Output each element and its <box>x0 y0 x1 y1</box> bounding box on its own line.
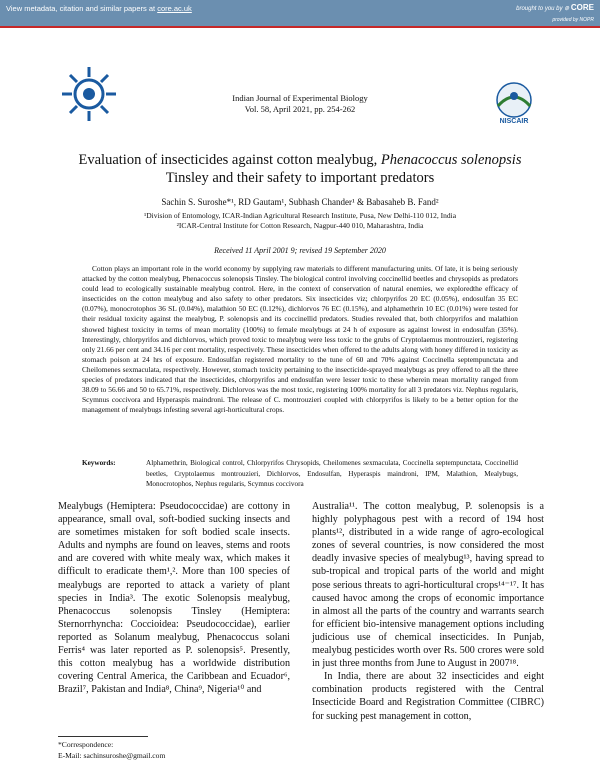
core-brand[interactable]: CORE <box>570 3 594 12</box>
core-link[interactable]: core.ac.uk <box>157 4 192 13</box>
core-banner <box>0 0 600 26</box>
journal-name: Indian Journal of Experimental Biology <box>232 93 368 103</box>
abstract: Cotton plays an important role in the world economy by supplying raw materials to different manufacturing units. Of late, it is being seriously attacked by the cotton mealybug, Phenacoccus solenopsis Tinsley. The biological control involving coccinellid beetles and chrysopids as predators could lead to ecologically sustainable mealybug control. Here, in the context of conservation of natural enemies, we exploredthe efficacy of insecticides on the cotton mealybug and also safety to other predators. Six insecticides viz; chlorpyrifos 20 EC (0.05%), endosulfan 35 EC (0.07%), monocrotophos 36 SL (0.04%), malathion 50 EC (0.12%), dichlorvos 76 EC (0.15%), and alphamethrin 10 EC (0.01%) were tested for their residual toxicity against the mealybug, P. solenopsis and its coccinellid predators. Studies revealed that, both chlorpyrifos and malathion showed highest toxicity in terms of mean mortality (100%) to female mealybugs at 24 h of exposure as against lowest in endosulfan (35%). Interestingly, chlorpyrifos and dichlorvos, which proved toxic to mealybug were less toxic to the grubs of Cryptolaemus montrouzieri, registering only 21.66 per cent and 34.16 per cent mortality, respectively. These insecticides when offered to the adults along with honey differed in toxicity as stomach poison at 24 hrs of exposure. Endosulfan registered mortality to the tune of 60 and 70% against Coccinella septempunctata and Cheilomenes sexmaculata, respectively. However, stomach toxicity pertaining to the insecticide-sprayed mealybugs as prey offered to all the three species of predators indicated that the insecticides, chlorpyrifos and endosulfan were lesser toxic to these wherein mean mortality ranged from 38.09 to 56.66 and 50 to 65.71%, respectively. Dichlorvos was the most toxic, registering 100% mortality for all 3 predators viz. Nephus regularis, Scymnus coccivora and Hyperaspis maindroni. The release of C. montrouzieri coupled with chlorpyrifos is likely to be a better option for the management of mealybugs infesting several agri-horticultural crops. <box>82 264 518 415</box>
authors: Sachin S. Suroshe*¹, RD Gautam¹, Subhash Chander¹ & Babasaheb B. Fand² <box>161 197 439 207</box>
journal-volume: Vol. 58, April 2021, pp. 254-262 <box>244 104 356 114</box>
body-right-column <box>312 500 544 723</box>
banner-right <box>516 3 594 12</box>
banner-left-text: View metadata, citation and similar papers at <box>6 4 156 13</box>
body-left-column <box>58 500 290 696</box>
banner-divider <box>0 26 600 28</box>
intro-paragraph-1: Mealybugs (Hemiptera: Pseudococcidae) are cottony in appearance, small oval, soft-bodied sucking insects and are sometimes mistaken for soft bodied scale insects. Adults and nymphs are found on leaves, stems and roots and are covered with white mealy wax, which makes it difficult to eradicate them¹,². More than 100 species of mealybugs are reported to attack a variety of plant species in India³. The exotic Solenopsis mealybug, Phenacoccus solenopsis Tinsley (Hemiptera: Sternorrhyncha: Coccioidea: Pseudococcidae), earlier reported as Solanum mealybug, Phenacoccus solani Ferris⁴ was later reported as P. solenopsis⁵. Presently, this cotton mealybug has a worldwide distribution covering Central America, the Caribbean and Ecuador⁶, Brazil⁷, Pakistan and India⁸, China⁹, Nigeria¹⁰ and <box>58 501 290 696</box>
correspondence-label: *Correspondence: <box>58 740 114 749</box>
keywords-label: Keywords: <box>82 459 116 467</box>
intro-paragraph-2: Australia¹¹. The cotton mealybug, P. solenopsis is a highly polyphagous pest with a record of 194 host plants¹², distributed in a wide range of agro-ecological zones of several countries, is now considered the most deadly invasive species of mealybug¹³, having spread to sub-tropical and tropical parts of the world and might pose serious threats to agri-horticultural crops¹⁴⁻¹⁷. It has caused havoc among the crops of economic importance in almost all the parts of the country and warrants search for efficient bio-intensive management options including judicious use of chemical insecticides. In Punjab, mealybug pesticides worth over Rs. 500 crores were sold in just three months from June to August in 2007¹⁸. <box>312 501 544 670</box>
niscair-label: NISCAIR <box>499 118 529 125</box>
affiliation-1: ¹Division of Entomology, ICAR-Indian Agricultural Research Institute, Pusa, New Delhi-110 012, India <box>143 211 457 220</box>
core-logo-icon: ⊛ <box>564 6 570 12</box>
title-part2: Tinsley and their safety to important predators <box>165 170 435 186</box>
brought-by-text: brought to you by <box>516 6 563 12</box>
title-part1: Evaluation of insecticides against cotton mealybug, <box>78 152 378 168</box>
keywords-text: Alphamethrin, Biological control, Chlorpyrifos Chrysopids, Cheilomenes sexmaculata, Coccinella septempunctata, Coccinellid beetles, Cryptolaemus montrouzieri, Dichlorvos, Endosulfan, Hyperaspis maindroni, IPM, Malathion, Mealybugs, Monocrotophos, Nephus regularis, Scymnus coccivora <box>146 459 518 488</box>
keywords <box>82 458 518 490</box>
correspondence-email[interactable]: E-Mail: sachinsuroshe@gmail.com <box>58 751 166 760</box>
affiliation-2: ²ICAR-Central Institute for Cotton Research, Nagpur-440 010, Maharashtra, India <box>176 221 424 230</box>
received-dates: Received 11 April 2001 9; revised 19 September 2020 <box>214 246 386 255</box>
footnote-rule <box>58 736 148 737</box>
title-species: Phenacoccus solenopsis <box>380 152 522 168</box>
paper-title <box>60 151 540 187</box>
provided-by-link[interactable]: provided by NOPR <box>552 17 594 23</box>
banner-left <box>6 4 192 13</box>
intro-paragraph-3: In India, there are about 32 insecticides and eight combination products registered with the Central Insecticide Board and Registration Committee (CIBRC) for sucking pest management in cotton, <box>312 671 544 722</box>
